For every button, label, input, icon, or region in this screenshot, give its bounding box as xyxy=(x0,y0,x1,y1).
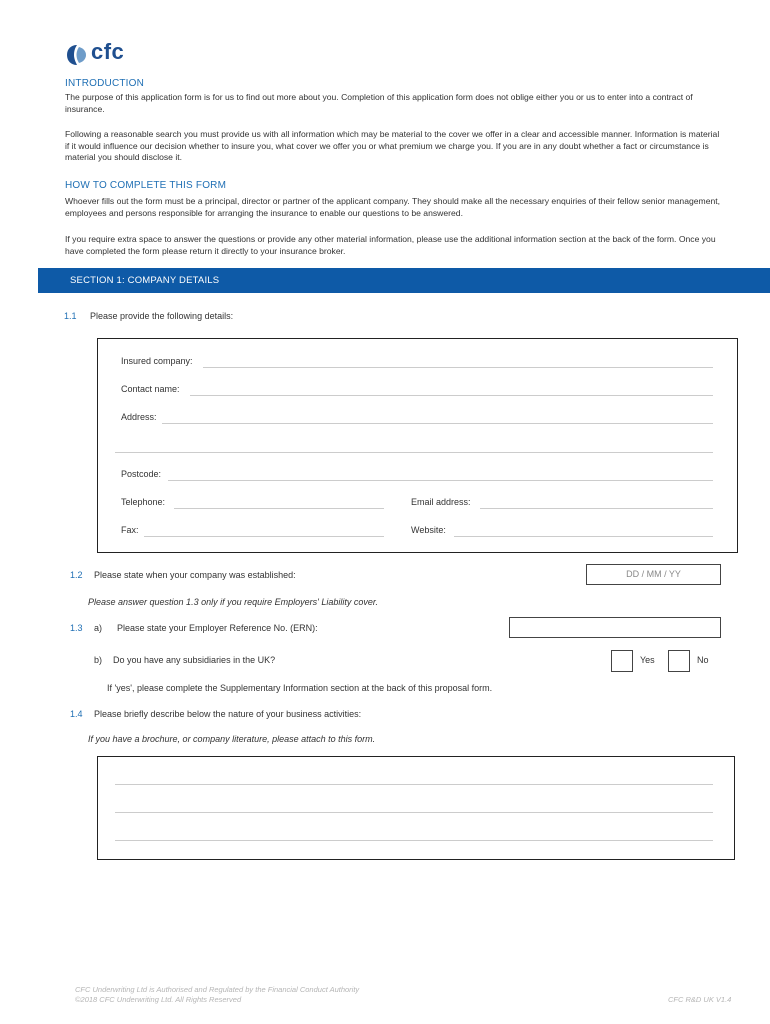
postcode-label: Postcode: xyxy=(121,469,162,479)
intro-paragraph-1: The purpose of this application form is for us to find out more about you. Completion of this application form does not oblige either you or us to enter into a contract of insurance. xyxy=(65,92,693,114)
insured-company-label: Insured company: xyxy=(121,356,193,366)
question-1-3b-label: b) xyxy=(94,655,103,665)
website-field[interactable] xyxy=(454,536,713,537)
insured-company-field[interactable] xyxy=(203,367,713,368)
question-1-3a-label: a) xyxy=(94,623,103,633)
how-to-paragraph-1: Whoever fills out the form must be a principal, director or partner of the applicant company. They should make all the necessary enquiries of their fellow senior management, employees and persons responsible for arranging the insurance to enable our questions to be answered. xyxy=(65,196,721,218)
section-1-title: SECTION 1: COMPANY DETAILS xyxy=(70,275,220,286)
footer-line-1: CFC Underwriting Ltd is Authorised and Regulated by the Financial Conduct Authority xyxy=(75,985,360,994)
question-1-2-text: Please state when your company was established: xyxy=(94,570,296,580)
question-1-2-number: 1.2 xyxy=(70,570,83,580)
subsidiaries-note: If 'yes', please complete the Supplementary Information section at the back of this proposal form. xyxy=(107,683,493,693)
section-1-header xyxy=(38,268,770,293)
subsidiaries-yes-checkbox[interactable] xyxy=(611,650,633,672)
contact-name-field[interactable] xyxy=(190,395,713,396)
footer-legal xyxy=(75,985,359,1005)
brochure-note: If you have a brochure, or company literature, please attach to this form. xyxy=(88,734,376,744)
business-activities-line-1[interactable] xyxy=(115,784,713,785)
email-field[interactable] xyxy=(480,508,713,509)
subsidiaries-no-checkbox[interactable] xyxy=(668,650,690,672)
footer-form-code: CFC R&D UK V1.4 xyxy=(668,995,732,1004)
question-1-1-text: Please provide the following details: xyxy=(90,311,234,321)
question-1-3a-text: Please state your Employer Reference No. (ERN): xyxy=(117,623,318,633)
address-label: Address: xyxy=(121,412,157,422)
ern-input[interactable] xyxy=(509,617,721,638)
yes-label: Yes xyxy=(640,655,655,665)
website-label: Website: xyxy=(411,525,446,535)
how-to-heading: HOW TO COMPLETE THIS FORM xyxy=(65,180,227,191)
question-1-3-number: 1.3 xyxy=(70,623,83,633)
question-1-4-text: Please briefly describe below the nature of your business activities: xyxy=(94,709,362,719)
business-activities-line-2[interactable] xyxy=(115,812,713,813)
el-cover-note: Please answer question 1.3 only if you require Employers' Liability cover. xyxy=(88,597,379,607)
cfc-logo xyxy=(66,39,146,66)
telephone-label: Telephone: xyxy=(121,497,166,507)
intro-heading: INTRODUCTION xyxy=(65,78,145,89)
postcode-field[interactable] xyxy=(168,480,713,481)
company-details-box xyxy=(97,338,738,553)
brand-name: cfc xyxy=(91,39,125,64)
business-activities-line-3[interactable] xyxy=(115,840,713,841)
question-1-4-number: 1.4 xyxy=(70,709,83,719)
no-label: No xyxy=(697,655,709,665)
email-label: Email address: xyxy=(411,497,471,507)
address-field-line-2[interactable] xyxy=(115,452,713,453)
cfc-logo-icon xyxy=(66,44,88,66)
how-to-paragraph-2: If you require extra space to answer the questions or provide any other material information, please use the additional information section at the back of the form. Once you have completed the form please return it directly to your insurance broker. xyxy=(65,234,716,256)
telephone-field[interactable] xyxy=(174,508,384,509)
established-date-input[interactable]: DD / MM / YY xyxy=(586,564,721,585)
question-1-3b-text: Do you have any subsidiaries in the UK? xyxy=(113,655,276,665)
question-1-1-number: 1.1 xyxy=(64,311,77,321)
intro-paragraph-2: Following a reasonable search you must provide us with all information which may be material to the cover we offer in a clear and accessible manner. Information is material if it would influence our decision whether to insure you, what cover we offer you or what premium we charge you. If you are in any doubt whether a fact or circumstance is material you should disclose it. xyxy=(65,129,720,162)
business-activities-box[interactable] xyxy=(97,756,735,860)
address-field-line-1[interactable] xyxy=(162,423,713,424)
fax-field[interactable] xyxy=(144,536,384,537)
fax-label: Fax: xyxy=(121,525,139,535)
footer-line-2: ©2018 CFC Underwriting Ltd. All Rights Reserved xyxy=(75,995,242,1004)
contact-name-label: Contact name: xyxy=(121,384,180,394)
